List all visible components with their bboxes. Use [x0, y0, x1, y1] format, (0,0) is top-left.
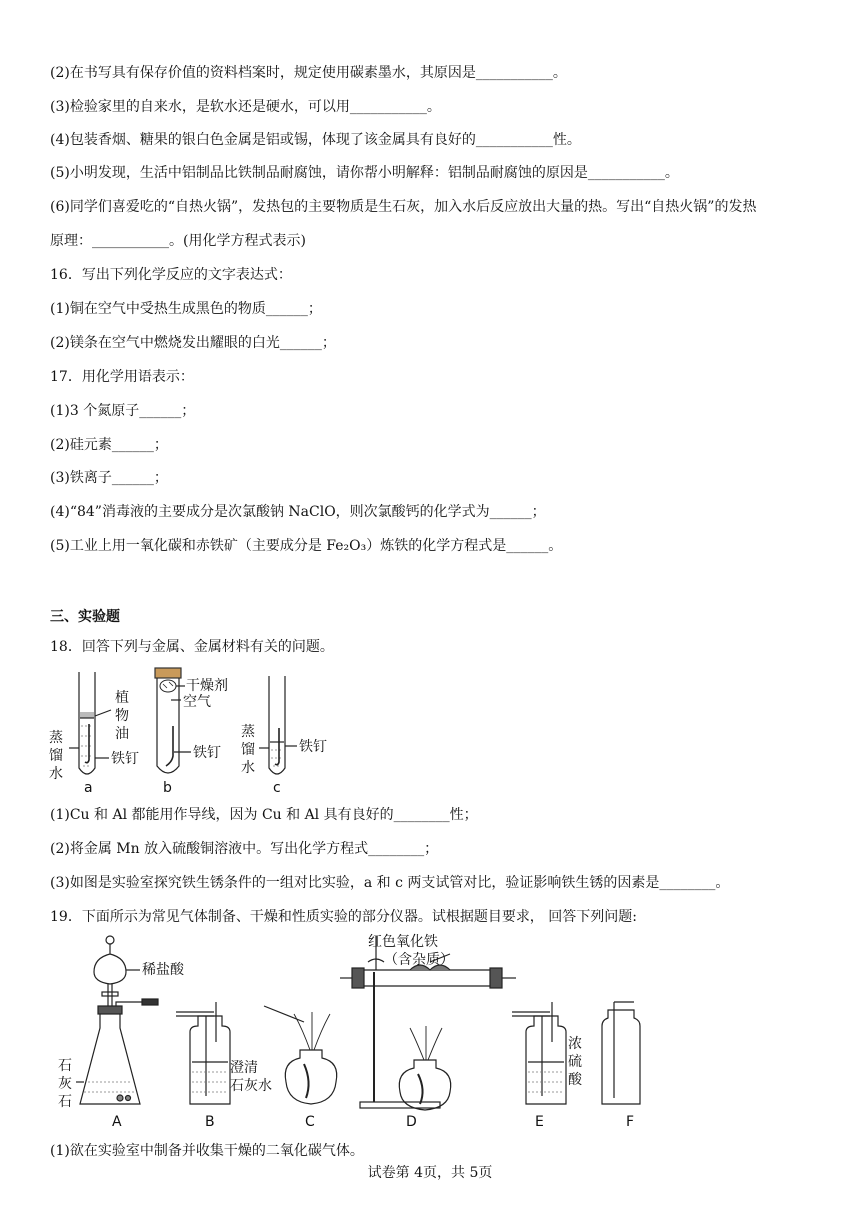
label-oil-1: 植	[115, 690, 129, 706]
label-oil-2: 物	[115, 708, 129, 724]
page-footer: 试卷第 4页，共 5页	[367, 1165, 493, 1181]
section-title: 三、实验题	[50, 609, 120, 625]
conical-flask	[80, 1010, 140, 1104]
q18-part1: (1)Cu 和 Al 都能用作导线，因为 Cu 和 Al 具有良好的________性；	[50, 807, 478, 823]
q17-part3: (3)铁离子______；	[50, 470, 168, 486]
gas-apparatus-figure	[50, 932, 670, 1132]
label-tube-b: b	[163, 780, 172, 796]
q17-part4: (4)“84”消毒液的主要成分是次氯酸钠 NaClO，则次氯酸钙的化学式为______；	[50, 504, 546, 520]
q17-part2: (2)硅元素______；	[50, 437, 168, 453]
label-water-a-3: 水	[49, 766, 63, 782]
label-C: C	[305, 1114, 315, 1130]
q16-part2: (2)镁条在空气中燃烧发出耀眼的白光______；	[50, 335, 336, 351]
q19-part1: (1)欲在实验室中制备并收集干燥的二氧化碳气体。	[50, 1143, 364, 1159]
q15-part5: (5)小明发现，生活中铝制品比铁制品耐腐蚀，请你帮小明解释：铝制品耐腐蚀的原因是___________。	[50, 165, 679, 181]
label-nail-c: 铁钉	[299, 739, 327, 755]
iron-nail-c	[275, 728, 279, 765]
label-limestone-2: 灰	[58, 1076, 72, 1092]
q17-stem: 17．用化学用语表示：	[50, 369, 194, 385]
q18-part2: (2)将金属 Mn 放入硫酸铜溶液中。写出化学方程式________；	[50, 841, 439, 857]
gas-bottle-f	[602, 1010, 640, 1104]
label-acid: 稀盐酸	[142, 962, 184, 978]
label-air: 空气	[183, 694, 211, 710]
q16-stem: 16．写出下列化学反应的文字表达式：	[50, 267, 292, 283]
wash-bottle-e	[526, 1016, 566, 1104]
label-water-a-2: 馏	[49, 748, 63, 764]
label-D: D	[406, 1114, 417, 1130]
label-F: F	[626, 1114, 635, 1130]
iron-nail-b	[166, 726, 173, 766]
q18-stem: 18．回答下列与金属、金属材料有关的问题。	[50, 639, 334, 655]
q18-part3: (3)如图是实验室探究铁生锈条件的一组对比实验，a 和 c 两支试管对比，验证影响铁生锈的因素是________。	[50, 875, 730, 891]
q17-part5: (5)工业上用一氧化碳和赤铁矿（主要成分是 Fe₂O₃）炼铁的化学方程式是______。	[50, 538, 563, 554]
label-desiccant: 干燥剂	[186, 678, 228, 694]
reaction-tube-d	[360, 970, 496, 986]
q17-part1: (1)3 个氮原子______；	[50, 403, 196, 419]
q15-part6-line2: 原理：___________。(用化学方程式表示)	[50, 233, 306, 249]
desiccant-packet	[160, 680, 176, 692]
alcohol-lamp-c	[285, 1050, 336, 1104]
label-water-a-1: 蒸	[49, 730, 63, 746]
label-tube-c: c	[273, 780, 281, 796]
rusting-test-tubes-figure	[45, 666, 345, 796]
label-sulfuric-2: 硫	[568, 1054, 582, 1070]
label-limestone-3: 石	[58, 1094, 72, 1110]
q15-part3: (3)检验家里的自来水，是软水还是硬水，可以用___________。	[50, 99, 441, 115]
q15-part6-line1: (6)同学们喜爱吃的“自热火锅”，发热包的主要物质是生石灰，加入水后反应放出大量的热。写出“自热火锅”的发热	[50, 199, 757, 215]
label-limestone-1: 石	[58, 1058, 72, 1074]
q15-part4: (4)包装香烟、糖果的银白色金属是铝或锡，体现了该金属具有良好的___________性。	[50, 132, 581, 148]
label-tube-a: a	[84, 780, 93, 796]
stopper-b	[155, 668, 181, 678]
label-iron-oxide-2: （含杂质）	[384, 952, 454, 968]
q19-stem: 19．下面所示为常见气体制备、干燥和性质实验的部分仪器。试根据题目要求， 回答下列问题:	[50, 909, 637, 925]
q15-part2: (2)在书写具有保存价值的资料档案时，规定使用碳素墨水，其原因是___________。	[50, 65, 567, 81]
label-limewater-2: 石灰水	[230, 1078, 272, 1094]
label-water-c-3: 水	[241, 760, 255, 776]
label-water-c-1: 蒸	[241, 724, 255, 740]
label-E: E	[535, 1114, 544, 1130]
q16-part1: (1)铜在空气中受热生成黑色的物质______；	[50, 301, 322, 317]
wash-bottle-b	[190, 1016, 230, 1104]
test-tube-a	[79, 672, 95, 774]
label-oil-3: 油	[115, 726, 129, 742]
separatory-funnel	[94, 944, 126, 984]
label-water-c-2: 馏	[241, 742, 255, 758]
iron-nail-a	[85, 724, 89, 763]
label-nail-b: 铁钉	[193, 745, 221, 761]
label-limewater-1: 澄清	[230, 1060, 258, 1076]
label-sulfuric-1: 浓	[568, 1036, 582, 1052]
label-A: A	[112, 1114, 122, 1130]
label-iron-oxide-1: 红色氧化铁	[368, 934, 438, 950]
label-nail-a: 铁钉	[111, 751, 139, 767]
test-tube-c	[269, 676, 285, 774]
label-sulfuric-3: 酸	[568, 1072, 582, 1088]
label-B: B	[205, 1114, 215, 1130]
